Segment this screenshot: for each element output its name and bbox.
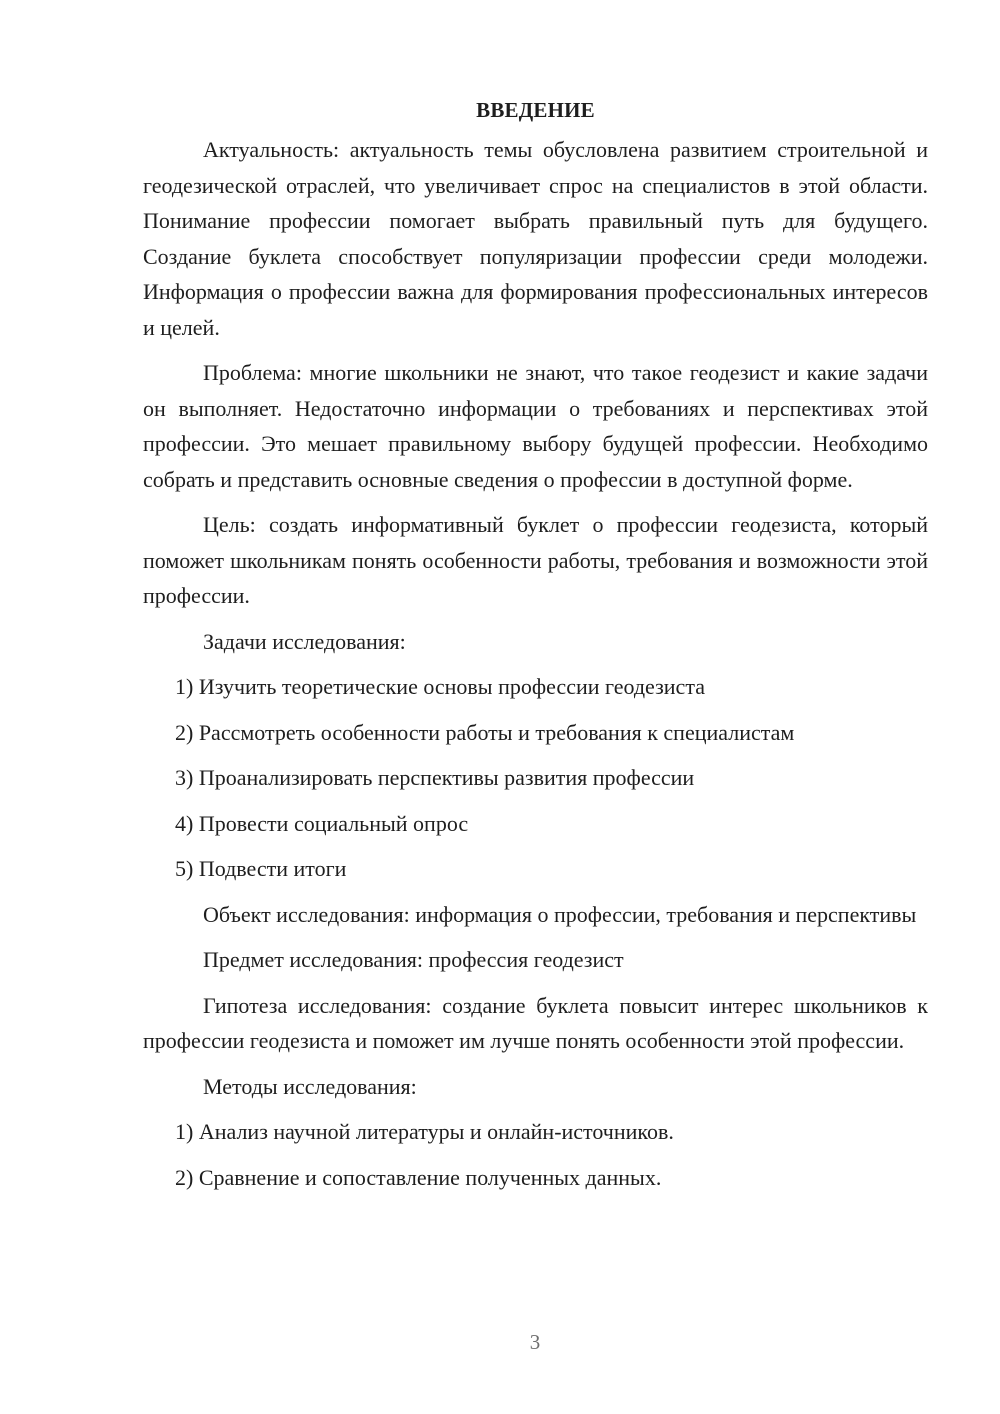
list-item: 2) Рассмотреть особенности работы и требования к специалистам bbox=[175, 719, 795, 745]
list-item: 3) Проанализировать перспективы развития профессии bbox=[175, 765, 695, 790]
methods-list bbox=[143, 1114, 928, 1195]
list-item: 1) Изучить теоретические основы профессии геодезиста bbox=[175, 674, 705, 699]
subject-paragraph: Предмет исследования: профессия геодезист bbox=[203, 947, 624, 972]
section-title: ВВЕДЕНИЕ bbox=[476, 98, 595, 122]
object-paragraph: Объект исследования: информация о профессии, требования и перспективы bbox=[203, 901, 917, 927]
list-item: 5) Подвести итоги bbox=[175, 856, 347, 881]
goal-paragraph: Цель: создать информативный буклет о профессии геодезиста, который поможет школьникам понять особенности работы, требования и возможности этой профессии. bbox=[143, 512, 928, 608]
list-item: 1) Анализ научной литературы и онлайн-источников. bbox=[175, 1119, 674, 1144]
relevance-paragraph: Актуальность: актуальность темы обусловлена развитием строительной и геодезической отраслей, что увеличивает спрос на специалистов в этой области. Понимание профессии помогает выбрать правильный путь для будущего. Создание буклета способствует популяризации профессии среди молодежи. Информация о профессии важна для формирования профессиональных интересов и целей. bbox=[143, 137, 928, 340]
problem-paragraph: Проблема: многие школьники не знают, что такое геодезист и какие задачи он выполняет. Недостаточно информации о требованиях и перспективах этой профессии. Это мешает правильному выбору будущей профессии. Необходимо собрать и представить основные сведения о профессии в доступной форме. bbox=[143, 360, 928, 492]
list-item: 2) Сравнение и сопоставление полученных данных. bbox=[175, 1164, 662, 1190]
tasks-list bbox=[143, 669, 928, 887]
list-item: 4) Провести социальный опрос bbox=[175, 810, 469, 836]
document-page bbox=[143, 92, 928, 1205]
hypothesis-paragraph: Гипотеза исследования: создание буклета повысит интерес школьников к профессии геодезиста и поможет им лучше понять особенности этой профессии. bbox=[143, 992, 928, 1053]
page-number: 3 bbox=[529, 1330, 541, 1354]
tasks-heading: Задачи исследования: bbox=[203, 628, 406, 654]
methods-heading: Методы исследования: bbox=[203, 1073, 417, 1099]
